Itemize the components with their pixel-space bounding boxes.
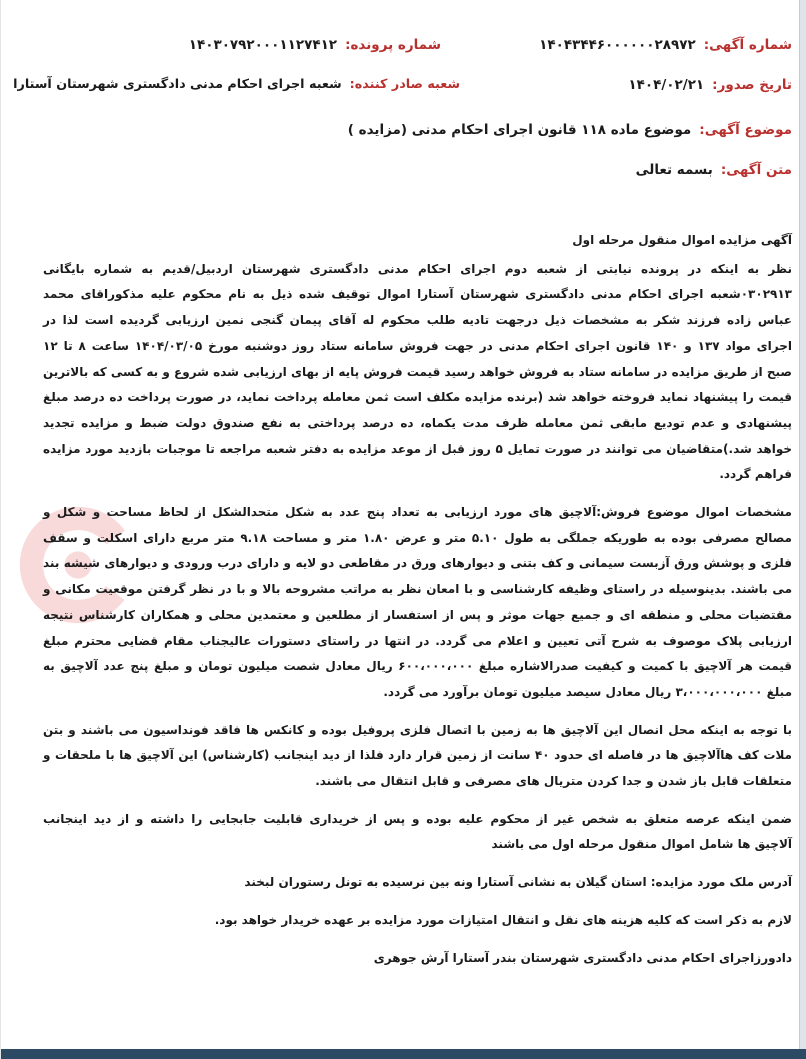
paragraph-line: ۰۳۰۲۹۱۳شعبه اجرای احکام مدنی دادگستری شهرستان آستارا اموال توقیف شده ذیل به نام محکوم علیه مذکوراقای محمد [43,287,792,302]
paragraph-line: قیمت هر آلاچیق با کمیت و کیفیت صدرالاشاره مبلغ ۶۰۰،۰۰۰،۰۰۰ ریال معادل شصت میلیون تومان و مبلغ پنج عدد آلاچیق به [43,659,792,674]
paragraph-line: عباس زاده فرزند شکر به مشخصات ذیل درجهت تادیه طلب محکوم له آقای پیمان گنجی نمین ارزیابی گردیده است لذا در [43,313,792,328]
ad-number-field [539,35,792,55]
paragraph-line: ملات کف هاآلاچیق ها در فاصله ای حدود ۴۰ سانت از زمین قرار دارد فلذا از دید اینجانب (کارشناس) این آلاچیق ها با ملحقات و [43,748,792,763]
paragraph-line: متعلقات قابل باز شدن و جدا کردن متریال های مصرفی و قابل انتقال می باشند. [315,774,792,789]
paragraph-line: مصالح مصرفی بوده به طوریکه جملگی به طول ۵.۱۰ متر و عرض ۱.۸۰ متر و مساحت ۹.۱۸ متر مربع دارای اسکلت و سقف [43,530,792,545]
issue-date-label: تاریخ صدور: [712,77,792,93]
paragraph [43,870,792,896]
notice-body [43,228,792,983]
paragraph-line: آلاچیق ها شامل اموال منقول مرحله اول می باشند [491,837,792,852]
paragraph-line: قیمت را پیشنهاد نماید فروخته خواهد شد (برنده مزایده مکلف است ثمن معامله پرداخت نماید، در صورت پرداخت ده درصد مبلغ [43,390,792,405]
paragraph-line: ضمن اینکه عرصه متعلق به شخص غیر از محکوم علیه بوده و پس از خریداری قابلیت جابجایی را داشته و از دید اینجانب [43,811,792,826]
paragraph-line: اجرای مواد ۱۳۷ و ۱۴۰ قانون اجرای احکام مدنی در جهت فروش سامانه ستاد روز دوشنبه مورخ ۱۴۰۴/۰۳/۰۵ ساعت ۸ تا ۱۲ [43,338,793,353]
paragraph-line: مقتضیات محلی و منطقه ای و جمیع جهات موثر و پس از استفسار از مطلعین و معتمدین محلی و همکاران کارشناس نتیجه [43,607,792,622]
notice-text-label: متن آگهی: [720,162,792,178]
notice-opening: بسمه تعالی [635,162,713,178]
case-number-field [189,35,441,55]
paragraph-line: فراهم گردد. [719,467,792,482]
issuing-branch-label: شعبه صادر کننده: [349,77,460,92]
subject-field [348,120,792,140]
paragraph-line: خواهد شد.)متقاضیان می توانند در صورت تمایل ۵ روز قبل از موعد مزایده به دفتر شعبه مراجعه تا موجبات بازدید مورد مزایده [43,441,793,456]
paragraph [43,257,792,488]
paragraph [43,718,792,795]
notice-text-field [636,160,792,180]
ad-number-label: شماره آگهی: [703,37,792,53]
paragraph-line: دادورزاجرای احکام مدنی دادگستری شهرستان بندر آستارا آرش جوهری [373,950,792,965]
paragraph-line: نظر به اینکه در پرونده نیابتی از شعبه دوم اجرای احکام مدنی دادگستری شهرستان اردبیل/قدیم به شماره بایگانی [43,261,792,276]
paragraph-line: پیشنهادی و عدم تودیع مابقی ثمن معامله ظرف مدت یکماه، ده درصد پرداختی به نفع صندوق دولت ضبط و مزایده تجدید [43,415,792,430]
subject-label: موضوع آگهی: [699,122,792,138]
case-number-value: ۱۴۰۳۰۷۹۲۰۰۰۱۱۲۷۴۱۲ [188,37,338,53]
issue-date-value: ۱۴۰۴/۰۲/۲۱ [628,77,705,93]
page-frame-right [799,0,806,1049]
paragraph [43,500,792,706]
case-number-label: شماره پرونده: [345,37,441,53]
paragraph-line: صبح از طریق مزایده در سامانه ستاد به فروش خواهد رسید قیمت فروش پایه از بهای ارزیابی شده شروع و به کسی که بالاترین [43,364,792,379]
paragraph-line: با توجه به اینکه محل انصال این آلاچیق ها به زمین با اتصال فلزی پروفیل بوده و کانکس ها فاقد فونداسیون می باشند و بتن [43,722,792,737]
page-frame-bottom [1,1049,806,1059]
ad-number-value: ۱۴۰۴۳۴۴۶۰۰۰۰۰۰۲۸۹۷۲ [539,37,696,53]
issuing-branch-value: شعبه اجرای احکام مدنی دادگستری شهرستان آستارا [13,77,342,92]
paragraph [43,946,792,972]
paragraph [43,908,792,934]
notice-title: آگهی مزایده اموال منقول مرحله اول [572,233,792,247]
paragraph-line: فلزی و پوشش ورق آزبست سیمانی و کف بتنی و دیوارهای ورق در مقاطعی دو لایه و دارای درب ورودی و دیوارهای شیشه بند [43,556,792,571]
paragraph-line: مشخصات اموال موضوع فروش:آلاچیق های مورد ارزیابی به تعداد پنج عدد به شکل متحدالشکل از لحاظ مساحت و شکل و [43,505,792,520]
paragraph-line: می باشند. بدینوسیله در راستای وظیفه کارشناسی و با امعان نظر به مراتب مشروحه بالا و با در نظر گرفتن موقعیت مکانی و [43,582,792,597]
issue-date-field [628,75,792,95]
paragraph-line: مبلغ ۳،۰۰۰،۰۰۰،۰۰۰ ریال معادل سیصد میلیون تومان برآورد می گردد. [383,684,792,699]
paragraph-line: لازم به ذکر است که کلیه هزینه های نقل و انتقال امتیازات مورد مزایده بر عهده خریدار خواهد بود. [214,912,792,927]
paragraph-line: ارزیابی پلاک موصوف به شرح آتی تعیین و اعلام می گردد. در انتها در راستای دستورات عالیجناب مقام قضایی محترم مبلغ [43,633,792,648]
paragraph-line: آدرس ملک مورد مزایده: استان گیلان به نشانی آستارا ونه بین نرسیده به تونل رستوران لبخند [244,875,792,890]
paragraph [43,807,792,858]
subject-value: موضوع ماده ۱۱۸ قانون اجرای احکام مدنی (مزایده ) [347,122,692,138]
issuing-branch-field [13,75,460,95]
